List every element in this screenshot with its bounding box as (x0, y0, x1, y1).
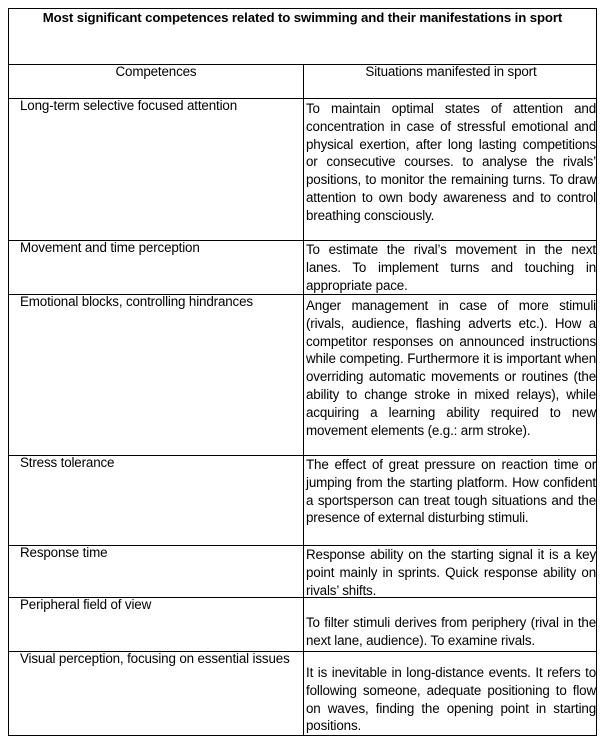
table-row (9, 652, 596, 735)
situation-cell: Response ability on the starting signal it is a key point mainly in sprints. Quick response ability on rivals’ shifts. (306, 547, 596, 597)
situation-cell: To estimate the rival’s movement in the next lanes. To implement turns and touching in appropriate pace. (306, 242, 596, 293)
competence-cell: Long-term selective focused attention (9, 99, 304, 240)
competence-cell: Peripheral field of view (9, 598, 304, 651)
competences-table (8, 8, 597, 736)
situation-cell: To filter stimuli derives from periphery (rival in the next lane, audience). To examine rivals. (306, 615, 596, 648)
table-row (9, 546, 596, 598)
column-header-competences: Competences (9, 65, 304, 98)
competence-cell: Movement and time perception (9, 241, 304, 294)
situation-cell: To maintain optimal states of attention and concentration in case of stressful emotional and physical exertion, after long lasting competitions or consecutive courses. to analyse the rivals’ positions, to monitor the remaining turns. To draw attention to own body awareness and to control breathing consciously. (306, 101, 596, 223)
situation-cell: Anger management in case of more stimuli (rivals, audience, flashing adverts etc.). How a competitor responses on announced instructions while competing. Furthermore it is important when overriding automatic movements or routines (the ability to change stroke in mixed relays), while acquiring a learning ability required to new movement elements (e.g.: arm stroke). (306, 298, 596, 438)
table-row (9, 598, 596, 652)
competence-cell: Emotional blocks, controlling hindrances (9, 295, 304, 455)
table-header-row (9, 65, 596, 99)
situation-cell: The effect of great pressure on reaction time or jumping from the starting platform. How confident a sportsperson can treat tough situations and the presence of external disturbing stimuli. (306, 457, 596, 526)
table-row (9, 99, 596, 241)
table-title: Most significant competences related to swimming and their manifestations in sport (9, 9, 596, 65)
table-row (9, 241, 596, 295)
situation-cell: It is inevitable in long-distance events. It refers to following someone, adequate positioning to flow on waves, finding the opening point in starting positions. (306, 665, 596, 734)
table-row (9, 295, 596, 456)
competence-cell: Stress tolerance (9, 456, 304, 545)
competence-cell: Visual perception, focusing on essential issues (9, 652, 304, 735)
competence-cell: Response time (9, 546, 304, 597)
table-row (9, 456, 596, 546)
column-header-situations: Situations manifested in sport (365, 65, 537, 79)
